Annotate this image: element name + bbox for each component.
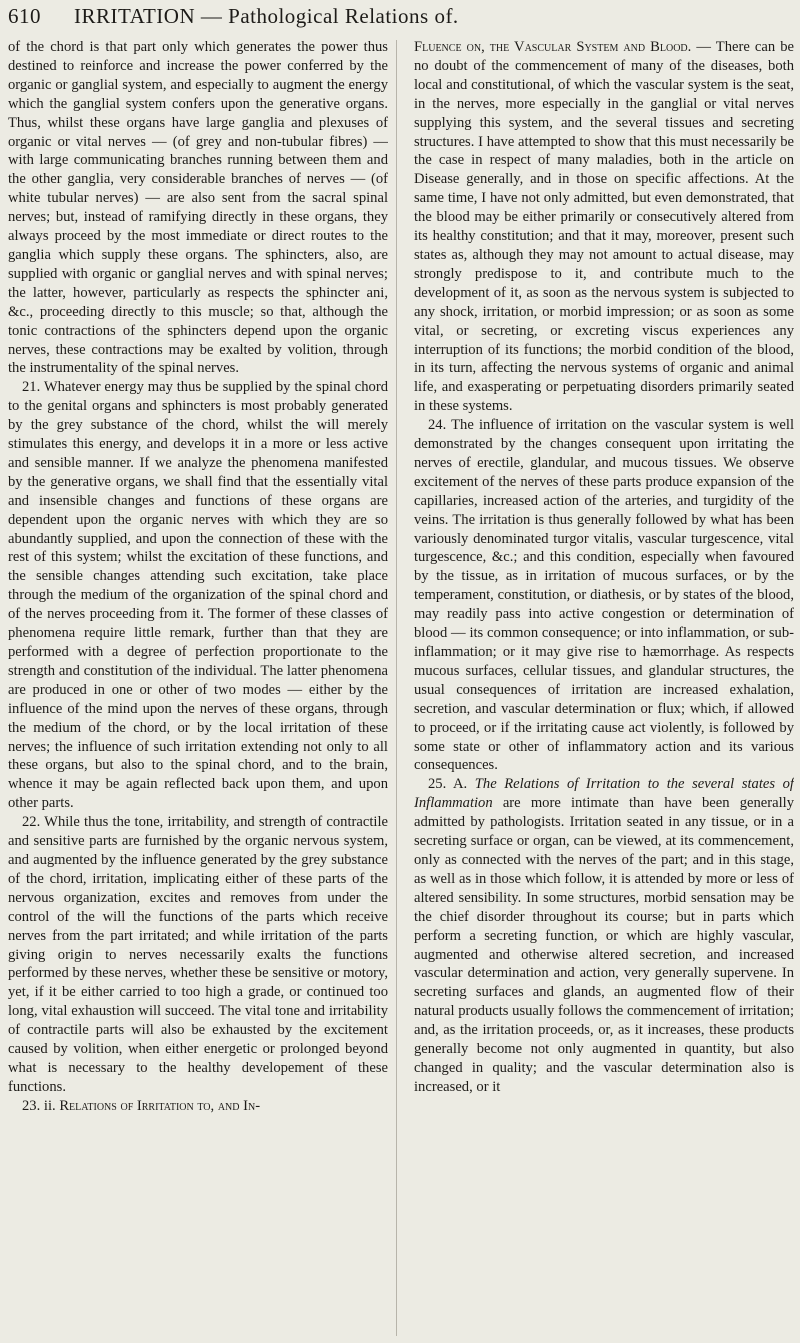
left-column — [8, 38, 388, 1338]
paragraph-continuation: of the chord is that part only which generates the power thus destined to reinforce and increase the power conferred by the organic or ganglial system, and especially to augment the energy which the ganglial system confers upon the generative organs. Thus, whilst these organs have large ganglia and plexuses of organic or vital nerves — (of grey and non-tubular fibres) — with large communicating branches running between them and the other ganglia, very considerable branches of nerves — (of white tubular nerves) — are also sent from the sacral spinal nerves; but, instead of ramifying directly in these organs, they always proceed by the most immediate or direct routes to the ganglia which supply these organs. The sphincters, also, are supplied with organic or ganglial nerves and with spinal nerves; the latter, however, particularly as respects the sphincter ani, &c., proceeding directly to this muscle; so that, although the tonic contractions of the sphincters depend upon the organic nerves, these contractions may be exalted by volition, through the instrumentality of the spinal nerves. — [8, 39, 388, 377]
right-column — [414, 38, 794, 1338]
paragraph-23-body: — There can be no doubt of the commencement of many of the diseases, both local and constitutional, of which the vascular system is the seat, in the nerves, more especially in the ganglial or vital nerves supplying this system, and the several tissues and secreting structures. I have attempted to show that this must necessarily be the case in respect of many maladies, both in the article on Disease generally, and in those on specific affections. At the same time, I have not only admitted, but even demonstrated, that the blood may be either primarily or consecutively altered from its healthy constitution; and that it may, moreover, present such states as, although they may not amount to actual disease, may strongly predispose to it, and contribute much to the development of it, as soon as the nervous system is subjected to any shock, irritation, or morbid impression; or as soon as some vital, or secreting, or excreting viscus experiences any interruption of its functions; the morbid condition of the blood, in its turn, affecting the nervous systems of organic and animal life, and exasperating or perpetuating disorders primarily seated in these systems. — [414, 39, 794, 415]
paragraph-23 — [8, 1097, 388, 1116]
section-heading-23: Relations of Irritation to, and In- — [59, 1097, 261, 1114]
section-heading-25: The Relations of Irritation to the several states of Inflammation — [414, 776, 794, 812]
page-header — [8, 2, 792, 36]
paragraph-25 — [414, 775, 794, 1096]
paragraph-23-continued — [414, 38, 794, 416]
section-number-25: 25. A. — [428, 776, 468, 793]
paragraph-24: 24. The influence of irritation on the vascular system is well demonstrated by the changes consequent upon irritating the nerves of erectile, glandular, and mucous tissues. We observe excitement of the nerves of these parts produce expansion of the capillaries, increased action of the arteries, and turgidity of the veins. The irritation is thus generally followed by what has been variously denominated turgor vitalis, vascular turgescence, vital turgescence, &c.; and this condition, especially when favoured by the tissue, as in irritation of mucous surfaces, or by the temperament, constitution, or diathesis, or by states of the blood, may readily pass into active congestion or determination of blood — its common consequence; or into inflammation, or sub-inflammation; or it may give rise to hæmorrhage. As respects mucous surfaces, cellular tissues, and glandular structures, the usual consequences of irritation are increased exhalation, secretion, and vascular determination or flux; which, if allowed to proceed, or if the irritating cause act violently, is followed by some state or other of inflammatory action and its various consequences. — [414, 417, 794, 774]
paragraph-21: 21. Whatever energy may thus be supplied by the spinal chord to the genital organs and sphincters is most probably generated by the grey substance of the chord, whilst the will merely stimulates this energy, and develops it in a more or less active and sensible manner. If we analyze the phenomena manifested by the generative organs, we shall find that the essentially vital and insensible changes and functions of these organs are dependent upon the organic nerves with which they are so abundantly supplied, and upon the connection of these with the rest of this system; whilst the excitation of these functions, and the sensible changes attending such excitation, take place through the medium of the organization of the spinal chord and of the nerves proceeding from it. The former of these classes of phenomena require little remark, further than that they are performed with a degree of perfection proportionate to the strength and constitution of the individual. The latter phenomena are produced in one or other of two modes — either by the influence of the mind upon the nerves of these organs, through the medium of the chord, or by the local irritation of these nerves; the influence of such irritation extending not only to all these organs, but also to the spinal chord, and to the brain, whence it may be again reflected back upon them, and upon other parts. — [8, 379, 388, 812]
page-number: 610 — [8, 4, 41, 28]
paragraph-25-body: are more intimate than have been generally admitted by pathologists. Irritation seated in any tissue, or in a secreting surface or organ, can be viewed, at its commencement, only as connected with the nerves of the part; and in this stage, as well as in those which follow, it is attended by more or less of altered sensibility. In some structures, morbid sensation may be the chief disorder throughout its course; but in parts which perform a secreting function, or which are highly vascular, augmented and otherwise altered secretion, and increased vascular determination and action, very generally supervene. In secreting surfaces and glands, an augmented flow of their natural products usually follows the commencement of irritation; and, as the irritation proceeds, or, as it increases, these products generally become not only augmented in quantity, but also changed in quality; and the vascular determination also is increased, or it — [414, 795, 794, 1095]
running-title: IRRITATION — Pathological Relations of. — [74, 4, 459, 28]
section-number-23: 23. ii. — [22, 1097, 56, 1114]
paragraph-22: 22. While thus the tone, irritability, and strength of contractile and sensitive parts are furnished by the organic nervous system, and augmented by the influence generated by the grey substance of the chord, irritation, implicating either of these parts of the nervous organization, excites and removes from under the control of the will the functions of the parts which receive nerves from the part irritated; and while irritation of the parts giving origin to nerves necessarily exalts the functions performed by these nerves, whether these be sensitive or motory, yet, if it be either carried to too high a grade, or continued too long, vital exhaustion will succeed. The vital tone and irritability of contractile parts will also be exhausted by the excitement caused by volition, when either energetic or prolonged beyond what is necessary to the healthy developement of these functions. — [8, 814, 388, 1095]
section-heading-23-continued: Fluence on, the Vascular System and Blood. — [414, 39, 692, 55]
column-divider — [396, 40, 397, 1336]
text-columns — [8, 38, 794, 1338]
